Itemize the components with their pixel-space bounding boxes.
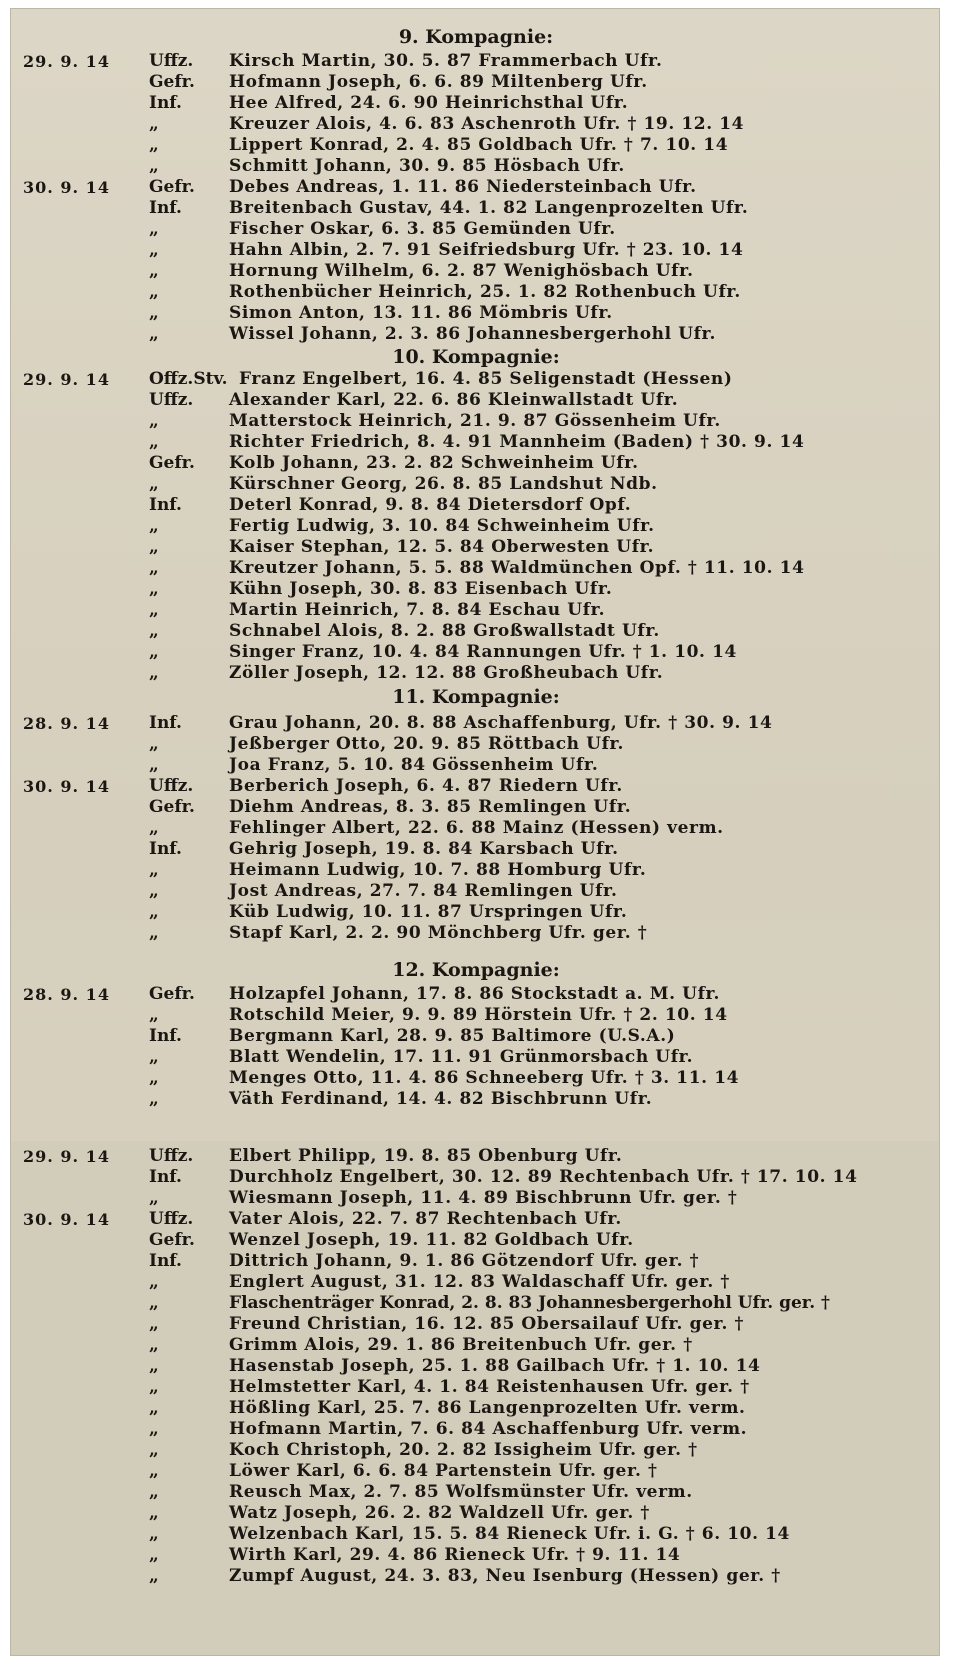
- entry: Heimann Ludwig, 10. 7. 88 Homburg Ufr.: [229, 860, 647, 880]
- list-row: [11, 984, 940, 1005]
- entry: Grimm Alois, 29. 1. 86 Breitenbuch Ufr. ger. †: [229, 1335, 693, 1355]
- rank: „: [149, 537, 159, 557]
- rank: „: [149, 1314, 159, 1334]
- date: 28. 9. 14: [23, 985, 110, 1004]
- rank: Uffz.: [149, 776, 194, 796]
- rank: „: [149, 1461, 159, 1481]
- entry: Diehm Andreas, 8. 3. 85 Remlingen Ufr.: [229, 797, 632, 817]
- rank: „: [149, 282, 159, 302]
- list-row: [11, 390, 940, 411]
- rank: „: [149, 411, 159, 431]
- list-row: [11, 734, 940, 755]
- rank: „: [149, 156, 159, 176]
- rank: „: [149, 1293, 159, 1313]
- rank: „: [149, 1335, 159, 1355]
- entry: Hofmann Martin, 7. 6. 84 Aschaffenburg Ufr. verm.: [229, 1419, 748, 1439]
- list-row: [11, 558, 940, 579]
- rank: „: [149, 1398, 159, 1418]
- list-row: [11, 72, 940, 93]
- list-row: [11, 156, 940, 177]
- rank: „: [149, 1047, 159, 1067]
- entry: Welzenbach Karl, 15. 5. 84 Rieneck Ufr. i. G. † 6. 10. 14: [229, 1524, 790, 1544]
- list-row: [11, 818, 940, 839]
- list-row: [11, 713, 940, 734]
- entry: Kirsch Martin, 30. 5. 87 Frammerbach Ufr.: [229, 51, 663, 71]
- rank: Inf.: [149, 1251, 182, 1271]
- entry: Matterstock Heinrich, 21. 9. 87 Gössenheim Ufr.: [229, 411, 721, 431]
- list-row: [11, 600, 940, 621]
- date: 30. 9. 14: [23, 1210, 110, 1229]
- rank: Uffz.: [149, 1209, 194, 1229]
- entry: Menges Otto, 11. 4. 86 Schneeberg Ufr. † 3. 11. 14: [229, 1068, 740, 1088]
- rank: „: [149, 881, 159, 901]
- rank: „: [149, 1068, 159, 1088]
- rank: „: [149, 621, 159, 641]
- list-row: [11, 1230, 940, 1251]
- list-row: [11, 261, 940, 282]
- entry: Schmitt Johann, 30. 9. 85 Hösbach Ufr.: [229, 156, 625, 176]
- list-row: [11, 219, 940, 240]
- rank: Uffz.: [149, 390, 194, 410]
- rank: „: [149, 474, 159, 494]
- list-row: [11, 198, 940, 219]
- list-row: [11, 282, 940, 303]
- list-row: [11, 453, 940, 474]
- rank: „: [149, 1377, 159, 1397]
- rank: „: [149, 261, 159, 281]
- list-row: [11, 1356, 940, 1377]
- date: 30. 9. 14: [23, 178, 110, 197]
- rank: „: [149, 1440, 159, 1460]
- entry: Hee Alfred, 24. 6. 90 Heinrichsthal Ufr.: [229, 93, 629, 113]
- heading-10-kompagnie: 10. Kompagnie:: [392, 346, 560, 368]
- rank: „: [149, 734, 159, 754]
- entry: Blatt Wendelin, 17. 11. 91 Grünmorsbach Ufr.: [229, 1047, 694, 1067]
- entry: Kolb Johann, 23. 2. 82 Schweinheim Ufr.: [229, 453, 639, 473]
- list-row: [11, 1047, 940, 1068]
- rank: Gefr.: [149, 177, 195, 197]
- list-row: [11, 177, 940, 198]
- entry: Holzapfel Johann, 17. 8. 86 Stockstadt a. M. Ufr.: [229, 984, 721, 1004]
- entry: Zumpf August, 24. 3. 83, Neu Isenburg (Hessen) ger. †: [229, 1566, 781, 1586]
- rank: Offz.Stv.: [149, 369, 228, 389]
- entry: Kaiser Stephan, 12. 5. 84 Oberwesten Ufr.: [229, 537, 655, 557]
- rank: „: [149, 1566, 159, 1586]
- list-row: [11, 579, 940, 600]
- entry: Watz Joseph, 26. 2. 82 Waldzell Ufr. ger. †: [229, 1503, 650, 1523]
- list-row: [11, 1026, 940, 1047]
- list-row: [11, 1251, 940, 1272]
- entry: Jost Andreas, 27. 7. 84 Remlingen Ufr.: [229, 881, 618, 901]
- list-row: [11, 1293, 940, 1314]
- rank: Uffz.: [149, 1146, 194, 1166]
- list-row: [11, 93, 940, 114]
- rank: Uffz.: [149, 51, 194, 71]
- entry: Simon Anton, 13. 11. 86 Mömbris Ufr.: [229, 303, 613, 323]
- rank: Inf.: [149, 1167, 182, 1187]
- entry: Hornung Wilhelm, 6. 2. 87 Wenighösbach Ufr.: [229, 261, 694, 281]
- list-row: [11, 860, 940, 881]
- entry: Väth Ferdinand, 14. 4. 82 Bischbrunn Ufr.: [229, 1089, 653, 1109]
- date: 29. 9. 14: [23, 370, 110, 389]
- entry: Berberich Joseph, 6. 4. 87 Riedern Ufr.: [229, 776, 623, 796]
- entry: Kürschner Georg, 26. 8. 85 Landshut Ndb.: [229, 474, 658, 494]
- rank: „: [149, 516, 159, 536]
- entry: Grau Johann, 20. 8. 88 Aschaffenburg, Ufr. † 30. 9. 14: [229, 713, 773, 733]
- rank: „: [149, 324, 159, 344]
- list-row: [11, 1545, 940, 1566]
- rank: Inf.: [149, 198, 182, 218]
- entry: Breitenbach Gustav, 44. 1. 82 Langenprozelten Ufr.: [229, 198, 749, 218]
- list-row: [11, 1398, 940, 1419]
- entry: Joa Franz, 5. 10. 84 Gössenheim Ufr.: [229, 755, 599, 775]
- heading-11-kompagnie: 11. Kompagnie:: [392, 686, 560, 708]
- rank: „: [149, 600, 159, 620]
- rank: „: [149, 114, 159, 134]
- rank: Gefr.: [149, 1230, 195, 1250]
- list-row: [11, 881, 940, 902]
- list-row: [11, 495, 940, 516]
- list-row: [11, 797, 940, 818]
- list-row: [11, 1503, 940, 1524]
- entry: Koch Christoph, 20. 2. 82 Issigheim Ufr. ger. †: [229, 1440, 698, 1460]
- list-row: [11, 1314, 940, 1335]
- entry: Alexander Karl, 22. 6. 86 Kleinwallstadt Ufr.: [229, 390, 679, 410]
- rank: „: [149, 1545, 159, 1565]
- entry: Schnabel Alois, 8. 2. 88 Großwallstadt Ufr.: [229, 621, 660, 641]
- entry: Hößling Karl, 25. 7. 86 Langenprozelten Ufr. verm.: [229, 1398, 746, 1418]
- rank: „: [149, 1482, 159, 1502]
- entry: Dittrich Johann, 9. 1. 86 Götzendorf Ufr. ger. †: [229, 1251, 700, 1271]
- entry: Englert August, 31. 12. 83 Waldaschaff Ufr. ger. †: [229, 1272, 730, 1292]
- list-row: [11, 1167, 940, 1188]
- rank: „: [149, 1089, 159, 1109]
- entry: Hahn Albin, 2. 7. 91 Seifriedsburg Ufr. † 23. 10. 14: [229, 240, 744, 260]
- rank: „: [149, 642, 159, 662]
- entry: Richter Friedrich, 8. 4. 91 Mannheim (Baden) † 30. 9. 14: [229, 432, 805, 452]
- list-row: [11, 642, 940, 663]
- entry: Debes Andreas, 1. 11. 86 Niedersteinbach Ufr.: [229, 177, 697, 197]
- heading-12-kompagnie: 12. Kompagnie:: [392, 959, 560, 981]
- rank: „: [149, 219, 159, 239]
- list-row: [11, 1524, 940, 1545]
- list-row: [11, 1419, 940, 1440]
- rank: „: [149, 432, 159, 452]
- list-row: [11, 303, 940, 324]
- entry: Küb Ludwig, 10. 11. 87 Urspringen Ufr.: [229, 902, 628, 922]
- rank: Inf.: [149, 495, 182, 515]
- rank: Gefr.: [149, 72, 195, 92]
- entry: Zöller Joseph, 12. 12. 88 Großheubach Ufr.: [229, 663, 664, 683]
- list-row: [11, 839, 940, 860]
- rank: „: [149, 303, 159, 323]
- list-row: [11, 1188, 940, 1209]
- entry: Bergmann Karl, 28. 9. 85 Baltimore (U.S.A.): [229, 1026, 676, 1046]
- rank: „: [149, 755, 159, 775]
- list-row: [11, 755, 940, 776]
- document-page: [10, 8, 940, 1656]
- entry: Rotschild Meier, 9. 9. 89 Hörstein Ufr. † 2. 10. 14: [229, 1005, 728, 1025]
- rank: „: [149, 1005, 159, 1025]
- entry: Helmstetter Karl, 4. 1. 84 Reistenhausen Ufr. ger. †: [229, 1377, 750, 1397]
- rank: „: [149, 1503, 159, 1523]
- list-row: [11, 324, 940, 345]
- entry: Reusch Max, 2. 7. 85 Wolfsmünster Ufr. verm.: [229, 1482, 693, 1502]
- list-row: [11, 432, 940, 453]
- list-row: [11, 1377, 940, 1398]
- rank: Inf.: [149, 713, 182, 733]
- list-row: [11, 1272, 940, 1293]
- list-row: [11, 1440, 940, 1461]
- list-row: [11, 1482, 940, 1503]
- entry: Jeßberger Otto, 20. 9. 85 Röttbach Ufr.: [229, 734, 624, 754]
- list-row: [11, 411, 940, 432]
- entry: Fertig Ludwig, 3. 10. 84 Schweinheim Ufr.: [229, 516, 655, 536]
- rank: „: [149, 240, 159, 260]
- rank: „: [149, 1524, 159, 1544]
- heading-9-kompagnie: 9. Kompagnie:: [398, 26, 554, 48]
- list-row: [11, 1089, 940, 1110]
- date: 28. 9. 14: [23, 714, 110, 733]
- entry: Martin Heinrich, 7. 8. 84 Eschau Ufr.: [229, 600, 606, 620]
- entry: Deterl Konrad, 9. 8. 84 Dietersdorf Opf.: [229, 495, 632, 515]
- entry: Durchholz Engelbert, 30. 12. 89 Rechtenbach Ufr. † 17. 10. 14: [229, 1167, 858, 1187]
- list-row: [11, 474, 940, 495]
- list-row: [11, 1335, 940, 1356]
- list-row: [11, 240, 940, 261]
- entry: Wenzel Joseph, 19. 11. 82 Goldbach Ufr.: [229, 1230, 634, 1250]
- date: 30. 9. 14: [23, 777, 110, 796]
- entry: Freund Christian, 16. 12. 85 Obersailauf Ufr. ger. †: [229, 1314, 745, 1334]
- list-row: [11, 1461, 940, 1482]
- rank: Inf.: [149, 1026, 182, 1046]
- entry: Singer Franz, 10. 4. 84 Rannungen Ufr. † 1. 10. 14: [229, 642, 737, 662]
- list-row: [11, 51, 940, 72]
- entry: Hofmann Joseph, 6. 6. 89 Miltenberg Ufr.: [229, 72, 648, 92]
- list-row: [11, 1566, 940, 1587]
- entry: Löwer Karl, 6. 6. 84 Partenstein Ufr. ger. †: [229, 1461, 658, 1481]
- rank: „: [149, 579, 159, 599]
- entry: Franz Engelbert, 16. 4. 85 Seligenstadt (Hessen): [239, 369, 733, 389]
- entry: Elbert Philipp, 19. 8. 85 Obenburg Ufr.: [229, 1146, 623, 1166]
- list-row: [11, 114, 940, 135]
- rank: „: [149, 1272, 159, 1292]
- date: 29. 9. 14: [23, 52, 110, 71]
- entry: Rothenbücher Heinrich, 25. 1. 82 Rothenbuch Ufr.: [229, 282, 741, 302]
- list-row: [11, 1005, 940, 1026]
- list-row: [11, 135, 940, 156]
- entry: Kühn Joseph, 30. 8. 83 Eisenbach Ufr.: [229, 579, 613, 599]
- list-row: [11, 369, 940, 390]
- rank: Gefr.: [149, 984, 195, 1004]
- list-row: [11, 621, 940, 642]
- rank: „: [149, 1356, 159, 1376]
- rank: „: [149, 135, 159, 155]
- entry: Vater Alois, 22. 7. 87 Rechtenbach Ufr.: [229, 1209, 622, 1229]
- list-row: [11, 1068, 940, 1089]
- entry: Wiesmann Joseph, 11. 4. 89 Bischbrunn Ufr. ger. †: [229, 1188, 738, 1208]
- rank: „: [149, 558, 159, 578]
- list-row: [11, 776, 940, 797]
- rank: Gefr.: [149, 453, 195, 473]
- entry: Flaschenträger Konrad, 2. 8. 83 Johannesbergerhohl Ufr. ger. †: [229, 1293, 830, 1313]
- list-row: [11, 537, 940, 558]
- rank: „: [149, 1419, 159, 1439]
- list-row: [11, 923, 940, 944]
- rank: „: [149, 923, 159, 943]
- entry: Fischer Oskar, 6. 3. 85 Gemünden Ufr.: [229, 219, 616, 239]
- list-row: [11, 1209, 940, 1230]
- entry: Kreuzer Alois, 4. 6. 83 Aschenroth Ufr. † 19. 12. 14: [229, 114, 745, 134]
- rank: „: [149, 663, 159, 683]
- entry: Wirth Karl, 29. 4. 86 Rieneck Ufr. † 9. 11. 14: [229, 1545, 681, 1565]
- rank: „: [149, 860, 159, 880]
- rank: „: [149, 1188, 159, 1208]
- rank: Inf.: [149, 93, 182, 113]
- rank: „: [149, 902, 159, 922]
- entry: Fehlinger Albert, 22. 6. 88 Mainz (Hessen) verm.: [229, 818, 724, 838]
- entry: Gehrig Joseph, 19. 8. 84 Karsbach Ufr.: [229, 839, 619, 859]
- entry: Hasenstab Joseph, 25. 1. 88 Gailbach Ufr. † 1. 10. 14: [229, 1356, 761, 1376]
- rank: Inf.: [149, 839, 182, 859]
- list-row: [11, 663, 940, 684]
- entry: Wissel Johann, 2. 3. 86 Johannesbergerhohl Ufr.: [229, 324, 717, 344]
- rank: Gefr.: [149, 797, 195, 817]
- list-row: [11, 902, 940, 923]
- entry: Stapf Karl, 2. 2. 90 Mönchberg Ufr. ger. †: [229, 923, 648, 943]
- rank: „: [149, 818, 159, 838]
- list-row: [11, 1146, 940, 1167]
- date: 29. 9. 14: [23, 1147, 110, 1166]
- entry: Lippert Konrad, 2. 4. 85 Goldbach Ufr. † 7. 10. 14: [229, 135, 729, 155]
- list-row: [11, 516, 940, 537]
- entry: Kreutzer Johann, 5. 5. 88 Waldmünchen Opf. † 11. 10. 14: [229, 558, 805, 578]
